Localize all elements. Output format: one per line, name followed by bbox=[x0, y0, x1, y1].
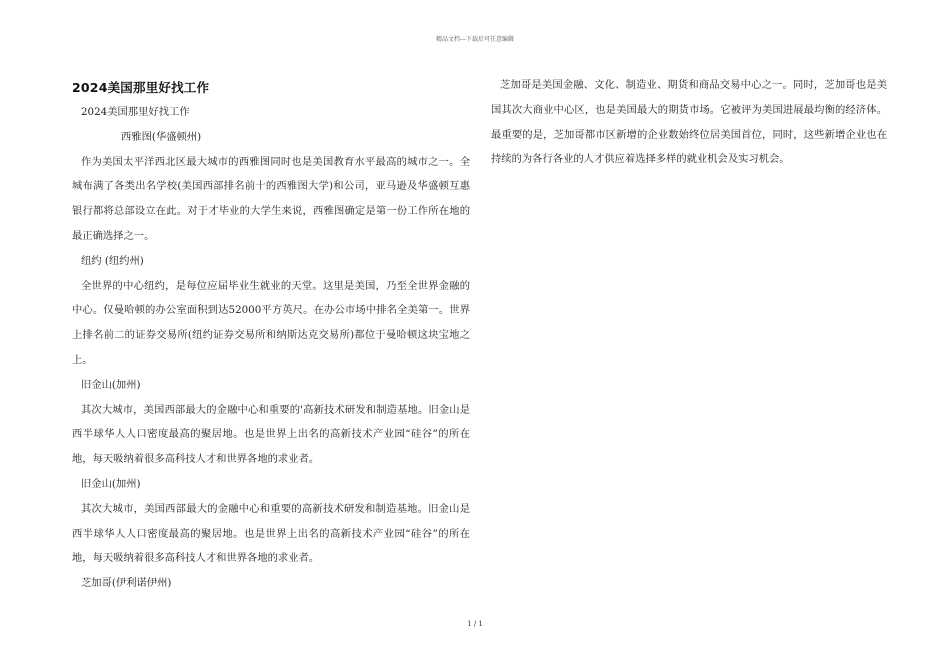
section-heading-new-york: 纽约 (纽约州) bbox=[81, 254, 144, 267]
paragraph-chicago: 芝加哥是美国金融、文化、制造业、期货和商品交易中心之一。同时，芝加哥也是美国其次大商业中心区，也是美国最大的期货市场。它被评为美国进展最均衡的经济体。最重要的是，芝加哥都市区新增的企业数始终位居美国首位，同时，这些新增企业也在持续的为各行各业的人才供应着选择多样的就业机会及实习机会。 bbox=[491, 79, 887, 166]
section-heading-chicago: 芝加哥(伊利诺伊州) bbox=[81, 577, 172, 590]
paragraph-new-york: 全世界的中心纽约，是每位应届毕业生就业的天堂。这里是美国，乃至全世界金融的中心。仅曼哈顿的办公室面积到达52000平方英尺。在办公市场中排名全美第一。世界上排名前二的证券交易所(纽约证券交易所和纳斯达克交易所)都位于曼哈顿这块宝地之上。 bbox=[72, 279, 470, 366]
section-heading-seattle: 西雅图(华盛顿州) bbox=[121, 130, 202, 143]
paragraph-san-francisco: 其次大城市，美国西部最大的金融中心和重要的'高新技术研发和制造基地。旧金山是西半球华人人口密度最高的聚居地。也是世界上出名的高新技术产业园“硅谷”的所在地，每天吸纳着很多高科技人才和世界各地的求业者。 bbox=[72, 403, 470, 466]
document-title: 2024美国那里好找工作 bbox=[72, 80, 210, 95]
intro-line: 2024美国那里好找工作 bbox=[81, 106, 190, 118]
left-column-text bbox=[72, 100, 470, 596]
paragraph-san-francisco-repeat: 其次大城市，美国西部最大的金融中心和重要的高新技术研发和制造基地。旧金山是西半球华人人口密度最高的聚居地。也是世界上出名的高新技术产业园“硅谷”的所在地，每天吸纳着很多高科技人才和世界各地的求业者。 bbox=[72, 502, 470, 565]
paragraph-seattle: 作为美国太平洋西北区最大城市的西雅图同时也是美国教育水平最高的城市之一。全城布满了各类出名学校(美国西部排名前十的西雅图大学)和公司，亚马逊及华盛顿互惠银行都将总部设立在此。对于才毕业的大学生来说，西雅图确定是第一份工作所在地的最正确选择之一。 bbox=[72, 155, 470, 242]
right-column-text bbox=[491, 73, 887, 172]
page-header: 精品文档---下载后可任意编辑 bbox=[435, 36, 515, 43]
page-number: 1 / 1 bbox=[467, 620, 483, 628]
section-heading-san-francisco: 旧金山(加州) bbox=[81, 378, 141, 391]
section-heading-san-francisco-repeat: 旧金山(加州) bbox=[81, 477, 141, 490]
